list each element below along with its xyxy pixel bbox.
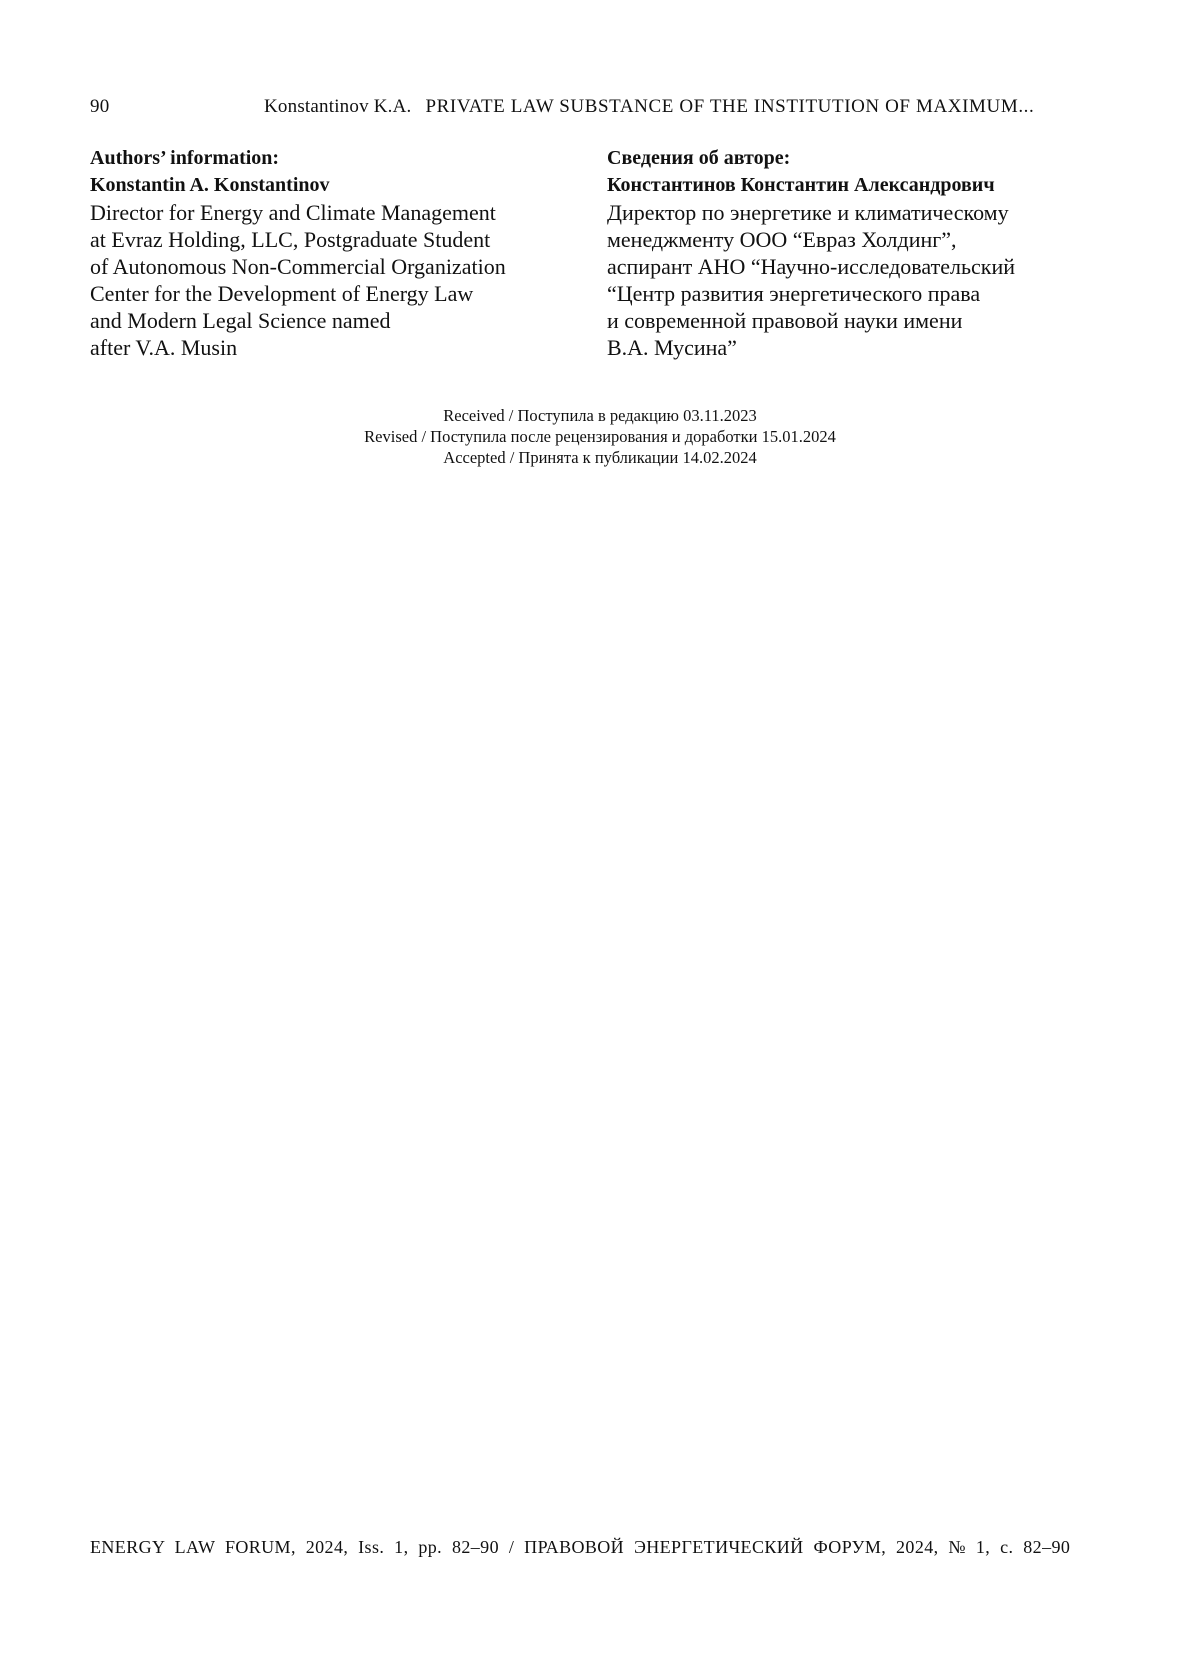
running-header xyxy=(264,96,1034,118)
author-info-russian xyxy=(607,145,1087,361)
affiliation-line: В.А. Мусина” xyxy=(607,335,737,360)
running-title: PRIVATE LAW SUBSTANCE OF THE INSTITUTION OF MAXIMUM... xyxy=(425,96,1035,117)
author-name: Konstantin A. Konstantinov xyxy=(90,174,330,196)
page-footer-citation: ENERGY LAW FORUM, 2024, Iss. 1, pp. 82–90 / ПРАВОВОЙ ЭНЕРГЕТИЧЕСКИЙ ФОРУМ, 2024, № 1, с. 82–90 xyxy=(90,1537,1071,1557)
affiliation-line: Center for the Development of Energy Law xyxy=(90,281,474,306)
accepted-date: Accepted / Принята к публикации 14.02.2024 xyxy=(443,448,757,467)
affiliation-line: “Центр развития энергетического права xyxy=(607,281,981,306)
affiliation-line: at Evraz Holding, LLC, Postgraduate Student xyxy=(90,227,491,252)
author-name: Константинов Константин Александрович xyxy=(607,174,995,196)
affiliation-line: Директор по энергетике и климатическому xyxy=(607,200,1009,225)
affiliation-line: и современной правовой науки имени xyxy=(607,308,963,333)
affiliation-line: of Autonomous Non-Commercial Organization xyxy=(90,254,506,279)
author-info-english xyxy=(90,145,570,361)
affiliation-line: and Modern Legal Science named xyxy=(90,308,391,333)
author-info-heading: Сведения об авторе: xyxy=(607,147,791,169)
running-author: Konstantinov K.A. xyxy=(264,96,412,117)
affiliation-line: after V.A. Musin xyxy=(90,335,238,360)
page-header xyxy=(90,96,1105,124)
article-dates xyxy=(0,405,1200,468)
affiliation-line: менеджменту ООО “Евраз Холдинг”, xyxy=(607,227,957,252)
page-number: 90 xyxy=(90,96,110,117)
affiliation-line: Director for Energy and Climate Management xyxy=(90,200,496,225)
author-info-heading: Authors’ information: xyxy=(90,147,280,169)
revised-date: Revised / Поступила после рецензирования и доработки 15.01.2024 xyxy=(364,427,836,446)
received-date: Received / Поступила в редакцию 03.11.2023 xyxy=(443,406,757,425)
affiliation-line: аспирант АНО “Научно-исследовательский xyxy=(607,254,1015,279)
